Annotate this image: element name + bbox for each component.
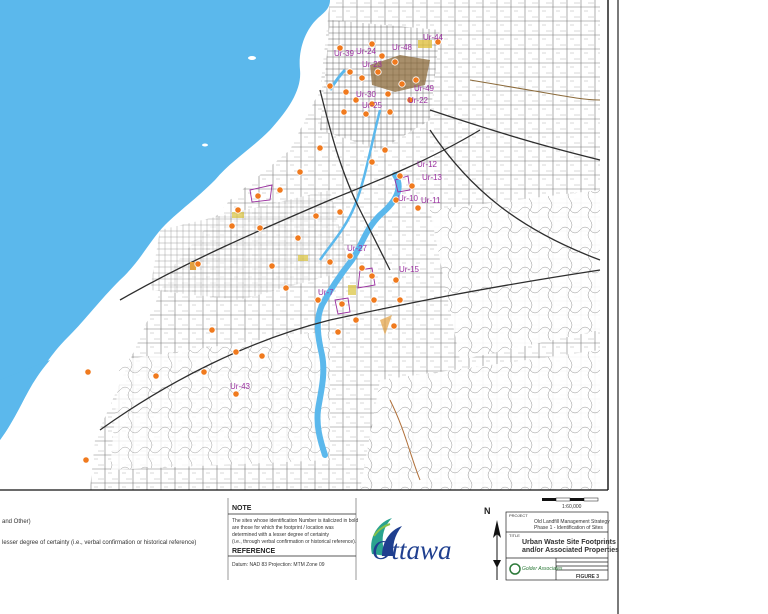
- site-marker-icon: [347, 69, 353, 75]
- note-line-3: determined with a lesser degree of certainty: [232, 532, 329, 538]
- site-marker-icon: [375, 69, 381, 75]
- project-label: PROJECT: [509, 513, 528, 518]
- site-label-ur13: Ur-13: [422, 173, 443, 182]
- project-line-2: Phase 1 - Identification of Sites: [534, 525, 603, 531]
- site-marker-icon: [83, 457, 89, 463]
- note-line-4: (i.e., through verbal confirmation or historical reference).: [232, 539, 357, 545]
- site-marker-icon: [347, 253, 353, 259]
- site-label-ur39: Ur-39: [334, 49, 355, 58]
- site-marker-icon: [269, 263, 275, 269]
- site-label-ur15: Ur-15: [399, 265, 420, 274]
- site-marker-icon: [259, 353, 265, 359]
- site-marker-icon: [229, 223, 235, 229]
- site-label-ur25: Ur-25: [362, 101, 383, 110]
- site-marker-icon: [153, 373, 159, 379]
- site-label-ur7: Ur-7: [318, 288, 334, 297]
- site-label-ur43: Ur-43: [230, 382, 251, 391]
- site-marker-icon: [209, 327, 215, 333]
- site-marker-icon: [392, 59, 398, 65]
- site-label-ur44: Ur-44: [423, 33, 444, 42]
- note-text: [232, 518, 358, 546]
- site-marker-icon: [337, 209, 343, 215]
- firm-name: Golder Associates: [522, 566, 563, 572]
- site-marker-icon: [277, 187, 283, 193]
- note-line-2: are those for which the footprint / location was: [232, 525, 334, 531]
- site-label-ur11: Ur-11: [421, 196, 441, 205]
- project-line-1: Old Landfill Management Strategy: [534, 519, 610, 525]
- site-marker-icon: [359, 265, 365, 271]
- north-label: N: [484, 506, 491, 516]
- site-marker-icon: [297, 169, 303, 175]
- site-label-ur27: Ur-27: [347, 244, 368, 253]
- site-label-ur30: Ur-30: [356, 90, 377, 99]
- figure-number: FIGURE 3: [576, 574, 600, 580]
- site-marker-icon: [399, 81, 405, 87]
- site-marker-icon: [353, 317, 359, 323]
- north-arrow: [493, 520, 501, 580]
- site-label-ur24: Ur-24: [356, 47, 377, 56]
- site-label-ur10: Ur-10: [398, 194, 419, 203]
- site-marker-icon: [379, 53, 385, 59]
- site-marker-icon: [409, 183, 415, 189]
- site-marker-icon: [341, 109, 347, 115]
- site-label-ur49: Ur-49: [414, 84, 435, 93]
- title-line-2: and/or Associated Properties: [522, 547, 619, 554]
- site-marker-icon: [369, 159, 375, 165]
- ottawa-logo-text: Ottawa: [372, 535, 452, 565]
- site-label-ur12: Ur-12: [417, 160, 438, 169]
- site-marker-icon: [343, 89, 349, 95]
- site-marker-icon: [339, 301, 345, 307]
- scale-bar: [542, 498, 598, 501]
- note-line-1: The sites whose identification Number is italicized in bold: [232, 518, 359, 524]
- site-marker-icon: [255, 193, 261, 199]
- reference-text: Datum: NAD 83 Projection: MTM Zone 09: [232, 562, 325, 568]
- site-marker-icon: [317, 145, 323, 151]
- site-marker-icon: [391, 323, 397, 329]
- site-marker-icon: [85, 369, 91, 375]
- site-marker-icon: [359, 75, 365, 81]
- note-heading: NOTE: [232, 505, 252, 512]
- site-marker-icon: [315, 297, 321, 303]
- scale-label: 1:60,000: [562, 504, 582, 510]
- site-marker-icon: [397, 297, 403, 303]
- site-marker-icon: [393, 277, 399, 283]
- site-marker-icon: [283, 285, 289, 291]
- site-marker-icon: [195, 261, 201, 267]
- site-marker-icon: [385, 91, 391, 97]
- site-label-ur48: Ur-48: [392, 43, 413, 52]
- reference-heading: REFERENCE: [232, 548, 276, 555]
- site-marker-icon: [257, 225, 263, 231]
- site-marker-icon: [382, 147, 388, 153]
- site-marker-icon: [363, 111, 369, 117]
- site-marker-icon: [295, 235, 301, 241]
- site-marker-icon: [233, 391, 239, 397]
- site-marker-icon: [201, 369, 207, 375]
- site-marker-icon: [233, 349, 239, 355]
- site-marker-icon: [371, 297, 377, 303]
- site-marker-icon: [235, 207, 241, 213]
- site-marker-icon: [327, 259, 333, 265]
- site-label-ur23: Ur-23: [362, 60, 383, 69]
- site-marker-icon: [415, 205, 421, 211]
- legend-item-other: and Other): [2, 519, 31, 525]
- legend-item-lesser-certainty: lesser degree of certainty (i.e., verbal confirmation or historical reference): [2, 540, 197, 546]
- site-label-ur22: Ur-22: [408, 96, 429, 105]
- site-marker-icon: [397, 173, 403, 179]
- site-marker-icon: [387, 109, 393, 115]
- site-marker-icon: [369, 273, 375, 279]
- golder-logo-icon: [510, 564, 520, 574]
- title-label: TITLE: [509, 533, 520, 538]
- site-marker-icon: [335, 329, 341, 335]
- site-marker-icon: [413, 77, 419, 83]
- site-marker-icon: [313, 213, 319, 219]
- title-line-1: Urban Waste Site Footprints: [522, 539, 616, 546]
- site-marker-icon: [327, 83, 333, 89]
